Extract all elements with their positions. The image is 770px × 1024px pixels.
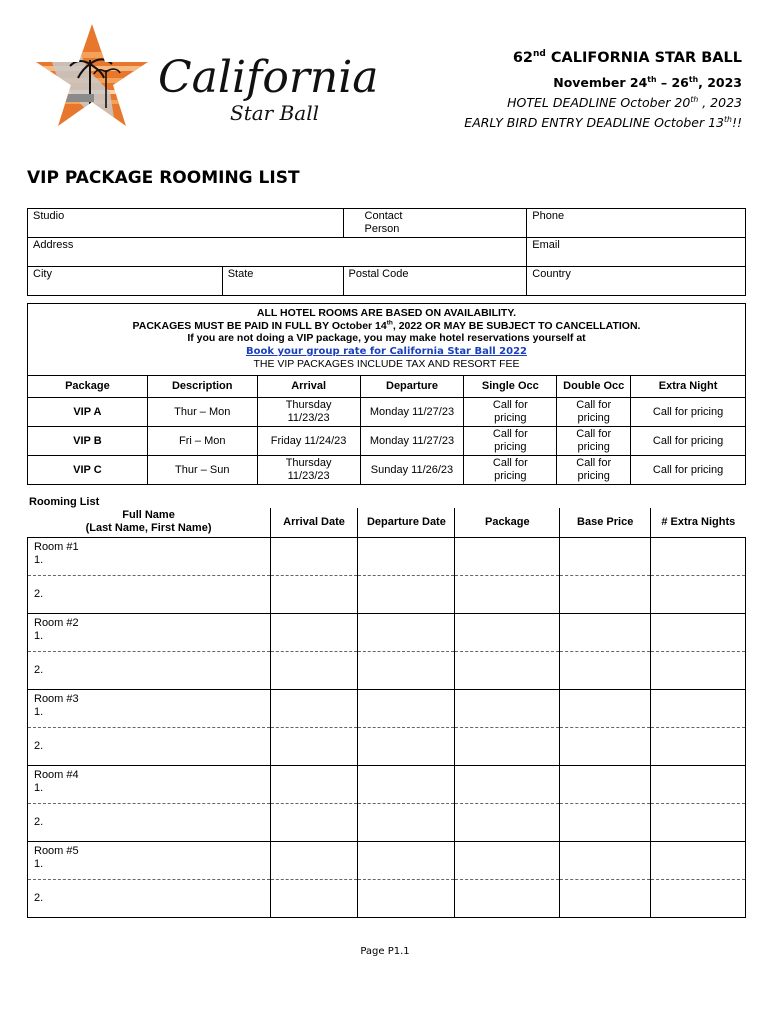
arrival-date-field[interactable] [270, 689, 358, 727]
rooming-list-label: Rooming List [29, 496, 100, 508]
postal-code-field[interactable]: Postal Code [343, 267, 527, 296]
header-package: Package [455, 508, 560, 537]
package-field[interactable] [455, 613, 560, 651]
extra-nights-field[interactable] [651, 841, 746, 879]
package-field[interactable] [455, 575, 560, 613]
room-row [28, 613, 746, 651]
package-double-price: Call for pricing [557, 456, 631, 485]
room-row [28, 803, 746, 841]
package-name: VIP C [28, 456, 148, 485]
package-single-price: Call for pricing [464, 398, 557, 427]
package-table [27, 375, 746, 485]
package-field[interactable] [455, 689, 560, 727]
extra-nights-field[interactable] [651, 689, 746, 727]
package-departure: Monday 11/27/23 [360, 398, 464, 427]
guest-name-field[interactable]: Room #4 1. [28, 765, 271, 803]
package-single-price: Call for pricing [464, 427, 557, 456]
package-field[interactable] [455, 765, 560, 803]
guest-name-field[interactable]: Room #1 1. [28, 537, 271, 575]
guest-name-field[interactable]: 2. [28, 727, 271, 765]
early-bird-deadline: EARLY BIRD ENTRY DEADLINE October 13th!! [464, 114, 742, 130]
departure-date-field[interactable] [358, 803, 455, 841]
package-double-price: Call for pricing [557, 427, 631, 456]
email-field[interactable]: Email [527, 238, 746, 267]
room-row [28, 537, 746, 575]
base-price-field[interactable] [560, 727, 651, 765]
arrival-date-field[interactable] [270, 651, 358, 689]
guest-name-field[interactable]: 2. [28, 575, 271, 613]
logo-sub-text: Star Ball [230, 101, 319, 125]
header-description: Description [147, 376, 257, 398]
page-title: VIP PACKAGE ROOMING LIST [27, 168, 300, 188]
package-field[interactable] [455, 879, 560, 917]
event-header [464, 48, 742, 133]
guest-name-field[interactable]: Room #3 1. [28, 689, 271, 727]
extra-nights-field[interactable] [651, 727, 746, 765]
departure-date-field[interactable] [358, 613, 455, 651]
extra-nights-field[interactable] [651, 537, 746, 575]
departure-date-field[interactable] [358, 765, 455, 803]
package-description: Fri – Mon [147, 427, 257, 456]
guest-name-field[interactable]: 2. [28, 879, 271, 917]
california-star-ball-logo [30, 22, 379, 134]
arrival-date-field[interactable] [270, 803, 358, 841]
package-field[interactable] [455, 651, 560, 689]
package-description: Thur – Sun [147, 456, 257, 485]
guest-name-field[interactable]: Room #2 1. [28, 613, 271, 651]
package-description: Thur – Mon [147, 398, 257, 427]
arrival-date-field[interactable] [270, 765, 358, 803]
arrival-date-field[interactable] [270, 575, 358, 613]
package-row [28, 427, 746, 456]
departure-date-field[interactable] [358, 537, 455, 575]
guest-name-field[interactable]: Room #5 1. [28, 841, 271, 879]
package-field[interactable] [455, 537, 560, 575]
extra-nights-field[interactable] [651, 651, 746, 689]
header-arrival: Arrival [257, 376, 360, 398]
notice-payment: PACKAGES MUST BE PAID IN FULL BY October 14th, 2022 OR MAY BE SUBJECT TO CANCELLATION. [132, 319, 641, 332]
header-package: Package [28, 376, 148, 398]
notice-availability: ALL HOTEL ROOMS ARE BASED ON AVAILABILITY. [256, 307, 517, 319]
header-base-price: Base Price [560, 508, 651, 537]
page-number: Page P1.1 [360, 946, 410, 957]
package-single-price: Call for pricing [464, 456, 557, 485]
extra-nights-field[interactable] [651, 879, 746, 917]
studio-field-label: Studio [28, 209, 88, 238]
extra-nights-field[interactable] [651, 613, 746, 651]
header-extra-nights: # Extra Nights [651, 508, 746, 537]
base-price-field[interactable] [560, 879, 651, 917]
header-departure-date: Departure Date [358, 508, 455, 537]
base-price-field[interactable] [560, 651, 651, 689]
package-arrival: Thursday 11/23/23 [257, 456, 360, 485]
package-extra-night: Call for pricing [631, 456, 746, 485]
base-price-field[interactable] [560, 575, 651, 613]
room-row [28, 841, 746, 879]
base-price-field[interactable] [560, 841, 651, 879]
package-departure: Monday 11/27/23 [360, 427, 464, 456]
header-full-name: Full Name (Last Name, First Name) [28, 508, 271, 537]
event-dates: November 24th – 26th, 2023 [553, 74, 742, 90]
package-row [28, 456, 746, 485]
guest-name-field[interactable]: 2. [28, 651, 271, 689]
header-extra-night: Extra Night [631, 376, 746, 398]
package-extra-night: Call for pricing [631, 398, 746, 427]
header-double-occ: Double Occ [557, 376, 631, 398]
departure-date-field[interactable] [358, 575, 455, 613]
departure-date-field[interactable] [358, 651, 455, 689]
room-row [28, 689, 746, 727]
contact-person-field[interactable]: Contact Person [343, 209, 527, 238]
base-price-field[interactable] [560, 803, 651, 841]
country-field[interactable]: Country [527, 267, 746, 296]
package-name: VIP A [28, 398, 148, 427]
state-field[interactable]: State [222, 267, 343, 296]
arrival-date-field[interactable] [270, 879, 358, 917]
package-name: VIP B [28, 427, 148, 456]
package-arrival: Friday 11/24/23 [257, 427, 360, 456]
base-price-field[interactable] [560, 689, 651, 727]
package-field[interactable] [455, 803, 560, 841]
arrival-date-field[interactable] [270, 841, 358, 879]
hotel-deadline: HOTEL DEADLINE October 20th , 2023 [507, 94, 742, 110]
package-departure: Sunday 11/26/23 [360, 456, 464, 485]
logo-main-text: California [158, 52, 379, 103]
studio-field[interactable] [87, 209, 343, 238]
room-row [28, 575, 746, 613]
phone-field[interactable]: Phone [527, 209, 746, 238]
hotel-notice [27, 303, 746, 375]
header-departure: Departure [360, 376, 464, 398]
package-arrival: Thursday 11/23/23 [257, 398, 360, 427]
guest-name-field[interactable]: 2. [28, 803, 271, 841]
notice-tax-fee: THE VIP PACKAGES INCLUDE TAX AND RESORT FEE [253, 358, 520, 371]
package-extra-night: Call for pricing [631, 427, 746, 456]
address-field[interactable]: Address [28, 238, 527, 267]
departure-date-field[interactable] [358, 879, 455, 917]
rooming-list-table [27, 508, 746, 918]
base-price-field[interactable] [560, 613, 651, 651]
city-field-label: City [28, 267, 88, 296]
event-title: 62nd CALIFORNIA STAR BALL [512, 49, 742, 66]
base-price-field[interactable] [560, 765, 651, 803]
city-field[interactable] [87, 267, 222, 296]
room-row [28, 879, 746, 917]
arrival-date-field[interactable] [270, 537, 358, 575]
extra-nights-field[interactable] [651, 765, 746, 803]
header-arrival-date: Arrival Date [270, 508, 358, 537]
extra-nights-field[interactable] [651, 803, 746, 841]
studio-info-table [27, 208, 746, 296]
package-field[interactable] [455, 841, 560, 879]
arrival-date-field[interactable] [270, 727, 358, 765]
base-price-field[interactable] [560, 537, 651, 575]
header-single-occ: Single Occ [464, 376, 557, 398]
room-row [28, 651, 746, 689]
package-double-price: Call for pricing [557, 398, 631, 427]
package-row [28, 398, 746, 427]
room-row [28, 727, 746, 765]
arrival-date-field[interactable] [270, 613, 358, 651]
group-rate-link[interactable]: Book your group rate for California Star Ball 2022 [245, 345, 528, 357]
departure-date-field[interactable] [358, 689, 455, 727]
package-field[interactable] [455, 727, 560, 765]
extra-nights-field[interactable] [651, 575, 746, 613]
departure-date-field[interactable] [358, 727, 455, 765]
room-row [28, 765, 746, 803]
departure-date-field[interactable] [358, 841, 455, 879]
notice-self-booking: If you are not doing a VIP package, you may make hotel reservations yourself at [187, 332, 586, 345]
